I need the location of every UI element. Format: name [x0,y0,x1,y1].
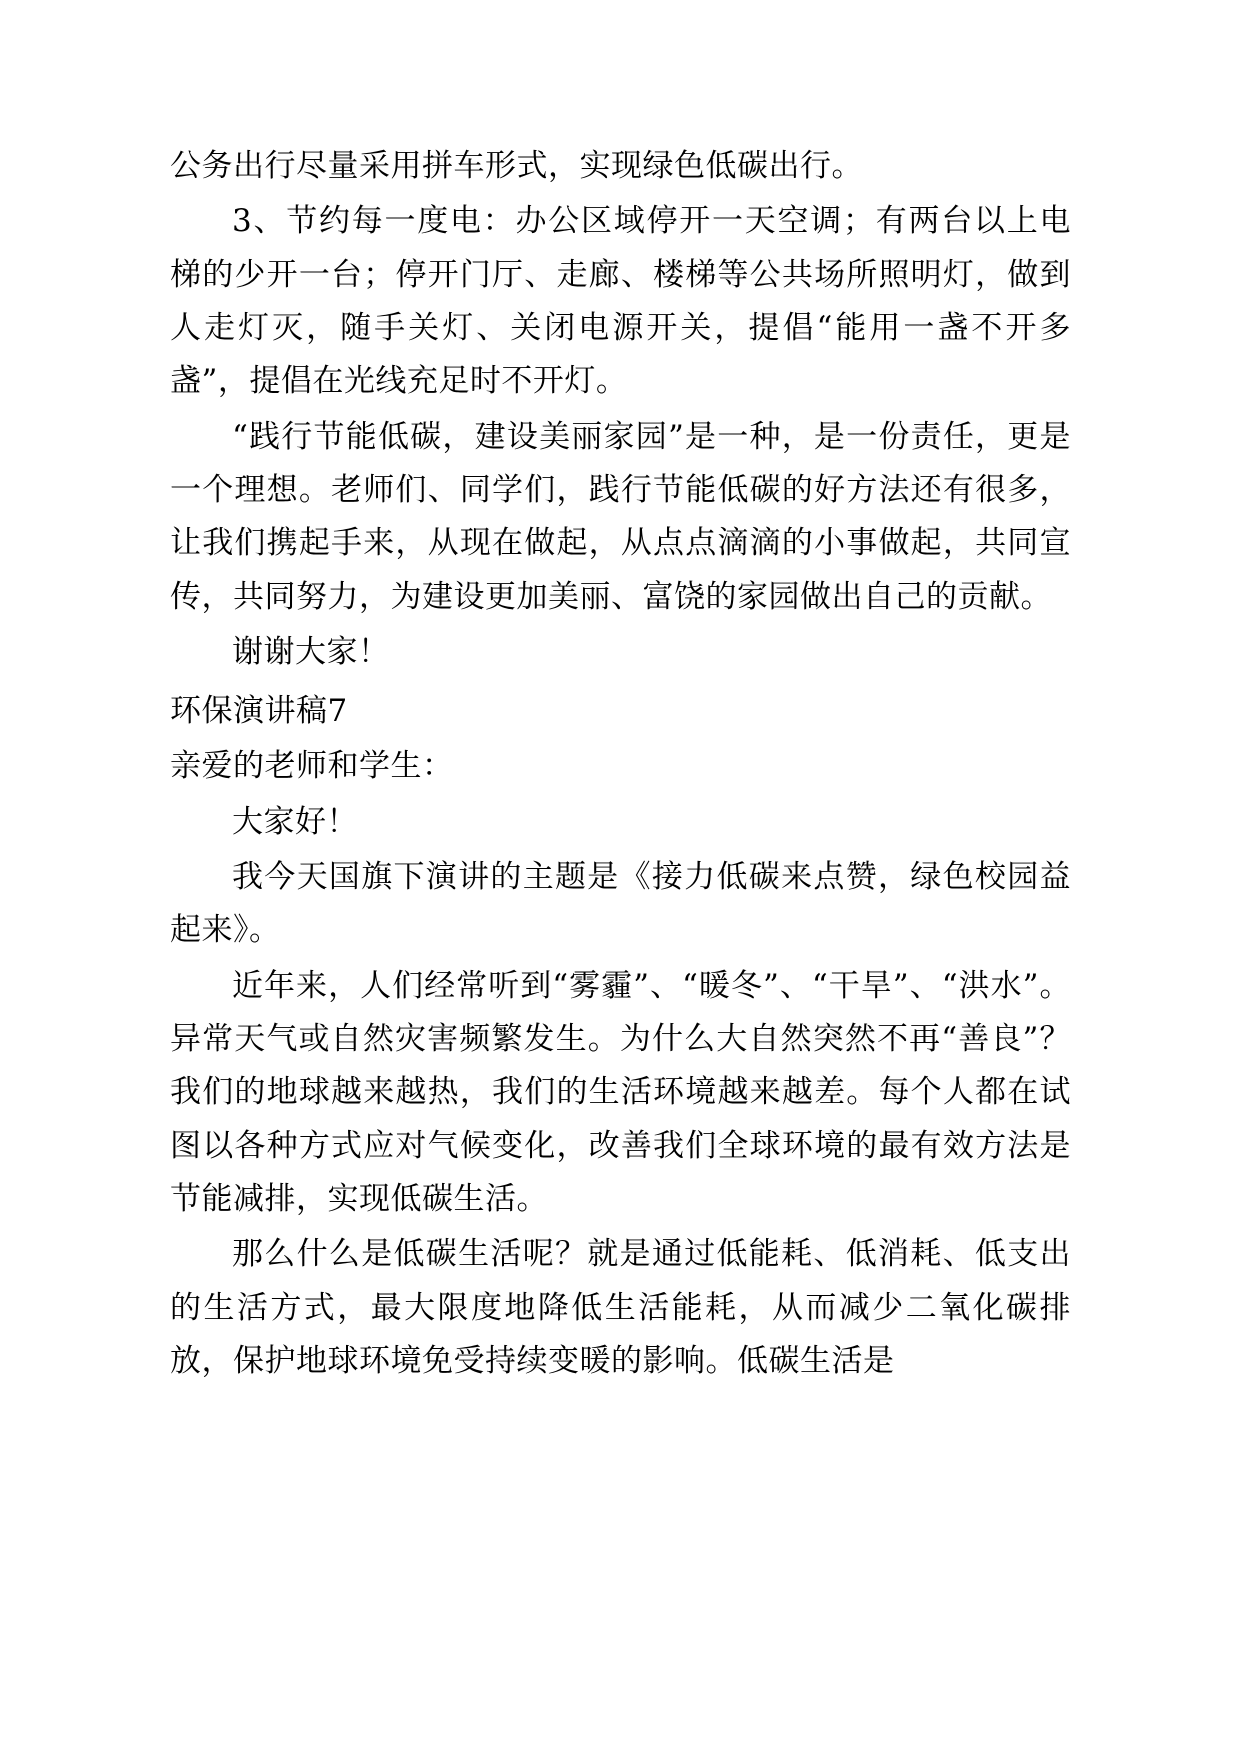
paragraph-item-3-electricity: 3、节约每一度电：办公区域停开一天空调；有两台以上电梯的少开一台；停开门厅、走廊、楼梯等公共场所照明灯，做到人走灯灭，随手关灯、关闭电源开关，提倡“能用一盏不开多盏”，提倡在光线充足时不开灯。 [170,203,1071,400]
paragraph-low-carbon-definition: 那么什么是低碳生活呢？就是通过低能耗、低消耗、低支出的生活方式，最大限度地降低生活能耗，从而减少二氧化碳排放，保护地球环境免受持续变暖的影响。低碳生活是 [170,1236,1071,1379]
paragraph-salutation: 亲爱的老师和学生： [170,748,454,785]
paragraph-topic: 我今天国旗下演讲的主题是《接力低碳来点赞，绿色校园益起来》。 [170,859,1071,949]
document-body [170,140,1071,1388]
paragraph-continued-carpool: 公务出行尽量采用拼车形式，实现绿色低碳出行。 [170,148,863,184]
heading-speech-7: 环保演讲稿7 [170,693,348,730]
paragraph-thanks: 谢谢大家！ [232,633,390,670]
paragraph-climate: 近年来，人们经常听到“雾霾”、“暖冬”、“干旱”、“洪水”。异常天气或自然灾害频繁发生。为什么大自然突然不再“善良”？我们的地球越来越热，我们的生活环境越来越差。每个人都在试图以各种方式应对气候变化，改善我们全球环境的最有效方法是节能减排，实现低碳生活。 [170,967,1071,1217]
paragraph-closing-appeal: “践行节能低碳，建设美丽家园”是一种，是一份责任，更是一个理想。老师们、同学们，践行节能低碳的好方法还有很多，让我们携起手来，从现在做起，从点点滴滴的小事做起，共同宣传，共同努力，为建设更加美丽、富饶的家园做出自己的贡献。 [170,418,1071,615]
paragraph-greeting: 大家好！ [232,803,358,840]
